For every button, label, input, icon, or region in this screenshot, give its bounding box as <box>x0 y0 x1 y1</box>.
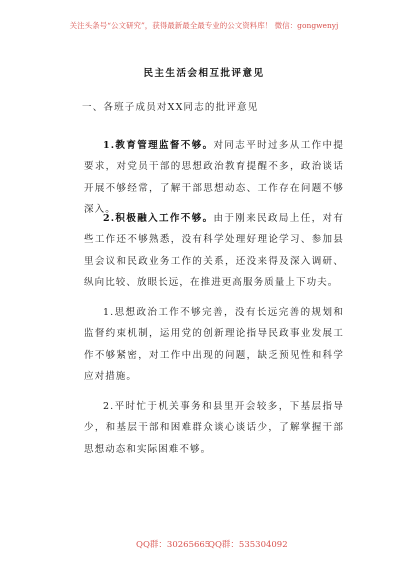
paragraph-2-text: 由于刚来民政局上任，对有些工作还不够熟悉，没有科学处理好理论学习、参加县里会议和民政业务工作的关系，还没来得及深入调研、纵向比较、放眼长远，在推进更高服务质量上下功夫。 <box>84 212 344 288</box>
document-title: 民主生活会相互批评意见 <box>143 68 265 79</box>
paragraph-3 <box>84 302 344 388</box>
paragraph-3-text: 1.思想政治工作不够完善，没有长远完善的规划和监督约束机制，运用党的创新理论指导民政事业发展工作不够紧密，对工作中出现的问题，缺乏预见性和科学应对措施。 <box>84 306 344 382</box>
section-heading: 一、各班子成员对XX同志的批评意见 <box>82 102 259 113</box>
paragraph-4 <box>84 396 344 461</box>
paragraph-4-text: 2.平时忙于机关事务和县里开会较多，下基层指导少，和基层干部和困难群众谈心谈话少，了解掌握干部思想动态和实际困难不够。 <box>84 400 344 455</box>
paragraph-2-lead: 2.积极融入工作不够。 <box>103 212 214 224</box>
paragraph-2 <box>84 208 344 294</box>
footer-qq-group-1: QQ群：30265665 <box>136 540 211 550</box>
header-promo-note: 关注头条号“公文研究”，获得最新最全最专业的公文资料库！ 微信：gongwenyj <box>69 21 339 30</box>
footer <box>0 538 408 552</box>
paragraph-1-lead: 1.教育管理监督不够。 <box>103 139 214 151</box>
paragraph-1-text: 对同志平时过多从工作中提要求，对党员干部的思想政治教育提醒不多，政治谈话开展不够经常，了解干部思想动态、工作存在问题不够深入。 <box>84 139 344 215</box>
footer-qq-group-2: QQ群：535304092 <box>208 540 288 550</box>
